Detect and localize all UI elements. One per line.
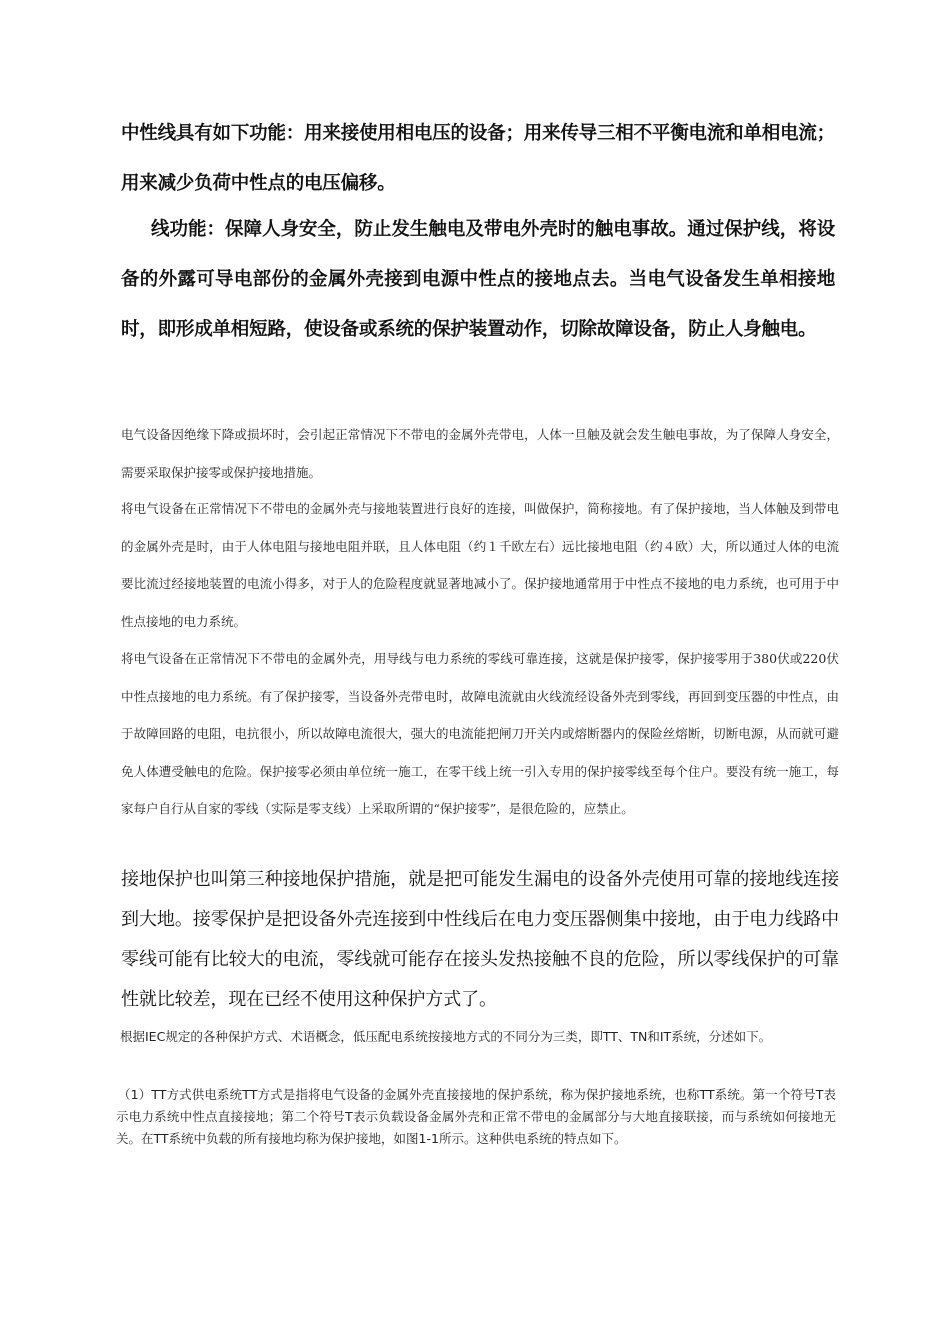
tt-system-paragraph: （1）TT方式供电系统TT方式是指将电气设备的金属外壳直接接地的保护系统，称为保护接地系统，也称TT系统。第一个符号T表示电力系统中性点直接接地；第二个符号T表示负载设备金属外壳和正常不带电的金属部分与大地直接联接，而与系统如何接地无关。在TT系统中负载的所有接地均称为保护接地，如图1-1所示。这种供电系统的特点如下。 bbox=[116, 1087, 836, 1146]
insulation-paragraph: 电气设备因绝缘下降或损坏时，会引起正常情况下不带电的金属外壳带电，人体一旦触及就会发生触电事故，为了保障人身安全，需要采取保护接零或保护接地措施。 bbox=[121, 427, 839, 480]
third-earthing-paragraph: 接地保护也叫第三种接地保护措施，就是把可能发生漏电的设备外壳使用可靠的接地线连接到大地。接零保护是把设备外壳连接到中性线后在电力变压器侧集中接地，由于电力线路中零线可能有比较大的电流，零线就可能存在接头发热接触不良的危险，所以零线保护的可靠性就比较差，现在已经不使用这种保护方式了。 bbox=[121, 869, 839, 1010]
neutral-line-paragraph: 中性线具有如下功能：用来接使用相电压的设备；用来传导三相不平衡电流和单相电流；用来减少负荷中性点的电压偏移。 bbox=[121, 123, 835, 194]
protective-neutral-paragraph: 将电气设备在正常情况下不带电的金属外壳，用导线与电力系统的零线可靠连接，这就是保护接零，保护接零用于380伏或220伏中性点接地的电力系统。有了保护接零，当设备外壳带电时，故障电流就由火线流经设备外壳到零线，再回到变压器的中性点，由于故障回路的电阻，电抗很小，所以故障电流很大，强大的电流能把闸刀开关内或熔断器内的保险丝熔断，切断电源，从而就可避免人体遭受触电的危险。保护接零必须由单位统一施工，在零干线上统一引入专用的保护接零线至每个住户。要没有统一施工，每家每户自行从自家的零线（实际是零支线）上采取所谓的“保护接零”，是很危险的，应禁止。 bbox=[121, 651, 839, 816]
protective-line-paragraph: 线功能：保障人身安全，防止发生触电及带电外壳时的触电事故。通过保护线，将设备的外露可导电部份的金属外壳接到电源中性点的接地点去。当电气设备发生单相接地时，即形成单相短路，使设备或系统的保护装置动作，切除故障设备，防止人身触电。 bbox=[121, 219, 835, 340]
iec-classification-paragraph: 根据IEC规定的各种保护方式、术语概念，低压配电系统按接地方式的不同分为三类，即TT、TN和IT系统，分述如下。 bbox=[120, 1029, 772, 1044]
protective-earthing-paragraph: 将电气设备在正常情况下不带电的金属外壳与接地装置进行良好的连接，叫做保护，简称接地。有了保护接地，当人体触及到带电的金属外壳是时，由于人体电阻与接地电阻并联，且人体电阻（约１千欧左右）远比接地电阻（约４欧）大，所以通过人体的电流要比流过经接地装置的电流小得多，对于人的危险程度就显著地减小了。保护接地通常用于中性点不接地的电力系统，也可用于中性点接地的电力系统。 bbox=[121, 501, 839, 629]
